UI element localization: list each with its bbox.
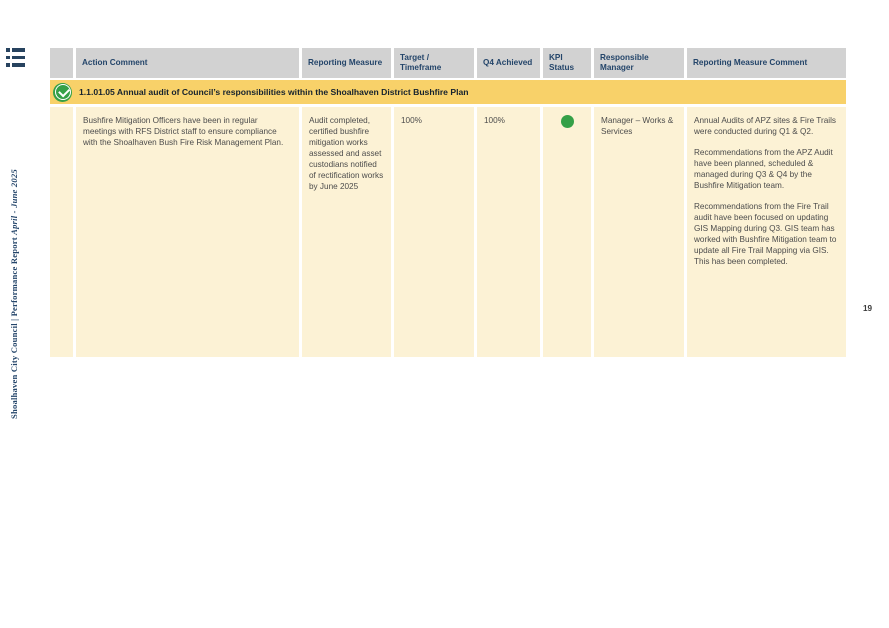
- list-icon-row: [6, 48, 25, 52]
- list-icon[interactable]: [6, 48, 25, 67]
- cell-icon-col: [50, 107, 73, 357]
- table-row: [50, 107, 846, 357]
- cell-q4-achieved: 100%: [477, 107, 540, 357]
- header-q4-achieved: Q4 Achieved: [477, 48, 540, 78]
- list-icon-row: [6, 63, 25, 67]
- table-header-row: [50, 48, 846, 78]
- header-action-comment: Action Comment: [76, 48, 299, 78]
- performance-table: [50, 48, 846, 357]
- spine-text-date: April - June 2025: [9, 169, 19, 235]
- header-icon-col: [50, 48, 73, 78]
- comment-paragraph: Annual Audits of APZ sites & Fire Trails were conducted during Q1 & Q2.: [694, 116, 836, 136]
- green-dot-icon: [561, 115, 574, 128]
- action-banner-row: [50, 80, 846, 104]
- header-reporting-measure-comment: Reporting Measure Comment: [687, 48, 846, 78]
- comment-paragraph: Recommendations from the Fire Trail audit have been focused on updating GIS Mapping during Q3. GIS team has worked with Bushfire Mitigation team to update all Fire Trail Mapping via GIS. This has been completed.: [694, 202, 837, 266]
- cell-target-timeframe: 100%: [394, 107, 474, 357]
- check-circle-icon: [53, 83, 72, 102]
- comment-paragraph: Recommendations from the APZ Audit have been planned, scheduled & managed during Q3 & Q4 by the Bushfire Mitigation team.: [694, 148, 833, 190]
- report-spine-title: [9, 163, 19, 419]
- page-number: 19: [863, 304, 873, 313]
- list-icon-row: [6, 56, 25, 60]
- action-banner-title: 1.1.01.05 Annual audit of Council’s responsibilities within the Shoalhaven District Bushfire Plan: [79, 87, 469, 97]
- spine-text: Shoalhaven City Council | Performance Report: [9, 234, 19, 419]
- header-reporting-measure: Reporting Measure: [302, 48, 391, 78]
- cell-responsible-manager: Manager – Works & Services: [594, 107, 684, 357]
- cell-reporting-measure: Audit completed, certified bushfire mitigation works assessed and asset custodians notified of rectification works by June 2025: [302, 107, 391, 357]
- header-target-timeframe: Target / Timeframe: [394, 48, 474, 78]
- header-kpi-status: KPI Status: [543, 48, 591, 78]
- header-responsible-manager: Responsible Manager: [594, 48, 684, 78]
- cell-kpi-status: [543, 107, 591, 357]
- cell-action-comment: Bushfire Mitigation Officers have been in regular meetings with RFS District staff to ensure compliance with the Shoalhaven Bush Fire Risk Management Plan.: [76, 107, 299, 357]
- cell-reporting-measure-comment: [687, 107, 846, 357]
